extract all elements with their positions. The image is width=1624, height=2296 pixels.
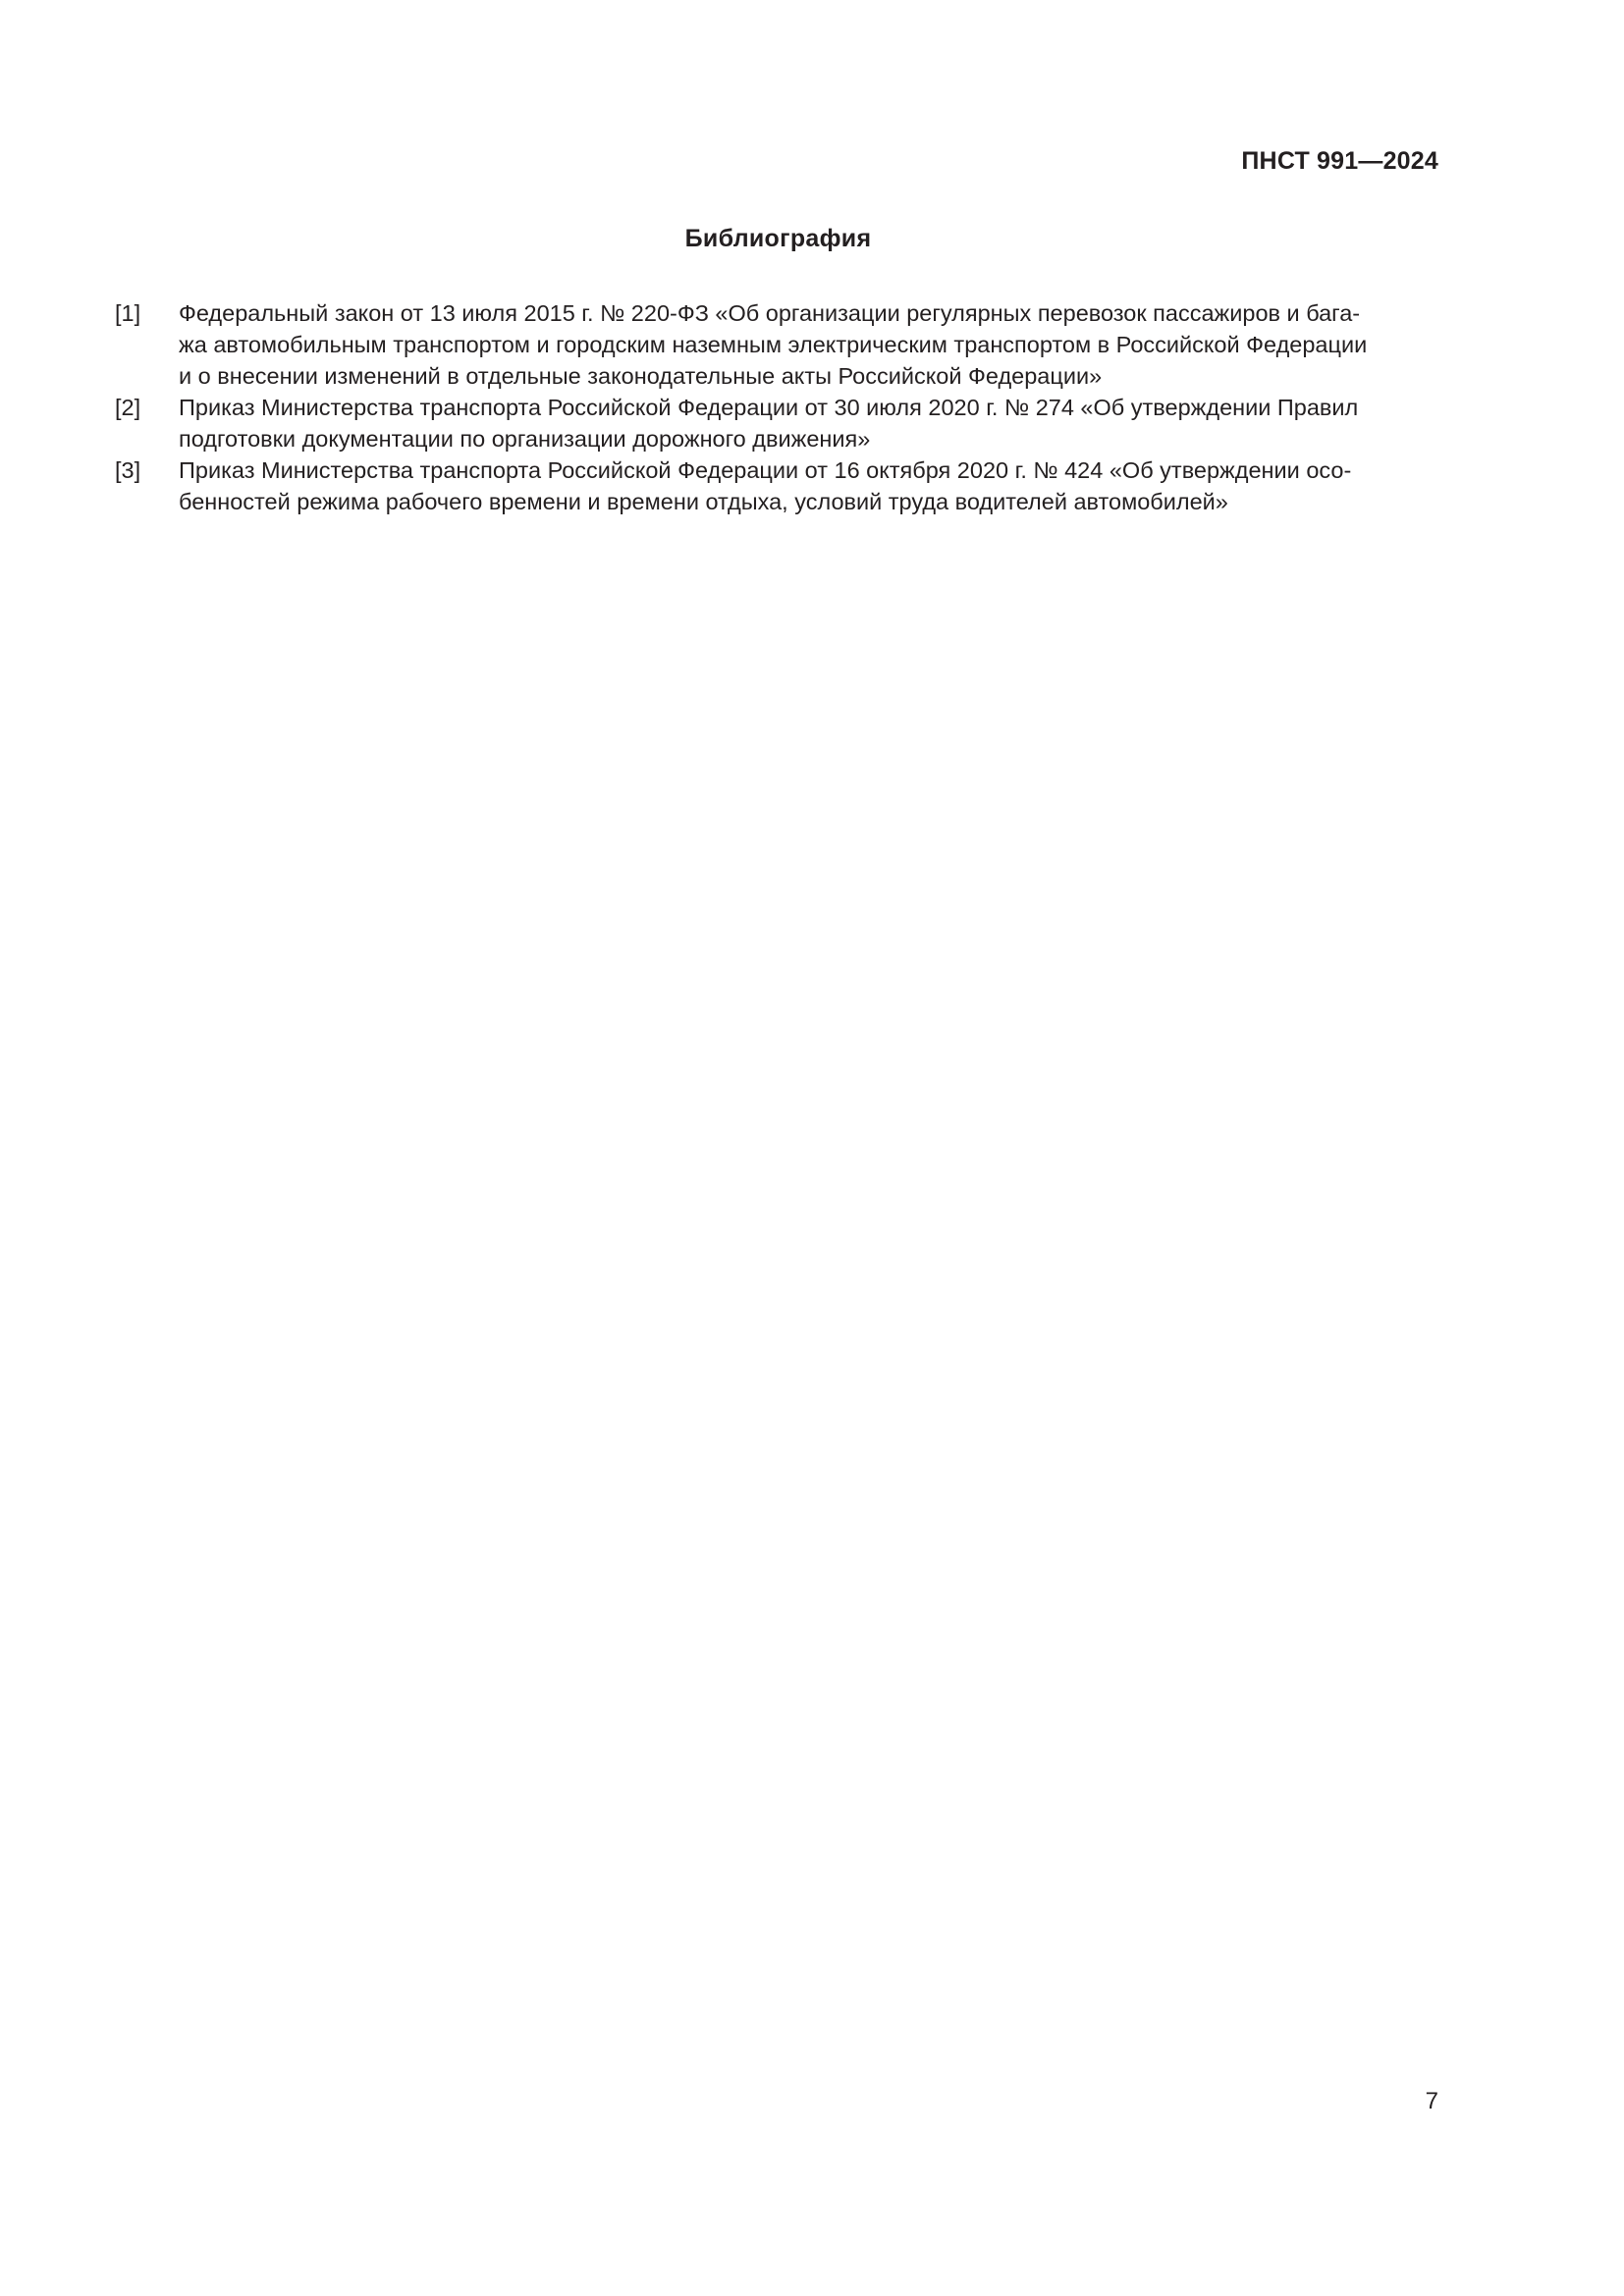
- bibliography-item-number: [1]: [115, 300, 141, 326]
- bibliography-item: [115, 392, 1438, 454]
- bibliography-item-number: [3]: [115, 457, 141, 483]
- bibliography-item: [115, 297, 1438, 392]
- bibliography-item: [115, 454, 1438, 517]
- bibliography-list: [115, 297, 1438, 517]
- section-title: Библиография: [684, 225, 872, 252]
- bibliography-item-number: [2]: [115, 395, 141, 420]
- bibliography-item-text: Приказ Министерства транспорта Российской Федерации от 16 октября 2020 г. № 424 «Об утверждении осо- бенностей режима рабочего времени и времени отдыха, условий труда водителей автомобилей»: [179, 457, 1352, 514]
- bibliography-item-text: Федеральный закон от 13 июля 2015 г. № 220-ФЗ «Об организации регулярных перевозок пассажиров и бага- жа автомобильным транспортом и городским наземным электрическим транспортом в Российской Федерации и о внесении изменений в отдельные законодательные акты Российской Федерации»: [179, 300, 1368, 389]
- document-designation: ПНСТ 991—2024: [1241, 147, 1438, 175]
- page-number: 7: [1425, 2088, 1438, 2114]
- bibliography-item-text: Приказ Министерства транспорта Российской Федерации от 30 июля 2020 г. № 274 «Об утверждении Правил подготовки документации по организации дорожного движения»: [179, 395, 1359, 452]
